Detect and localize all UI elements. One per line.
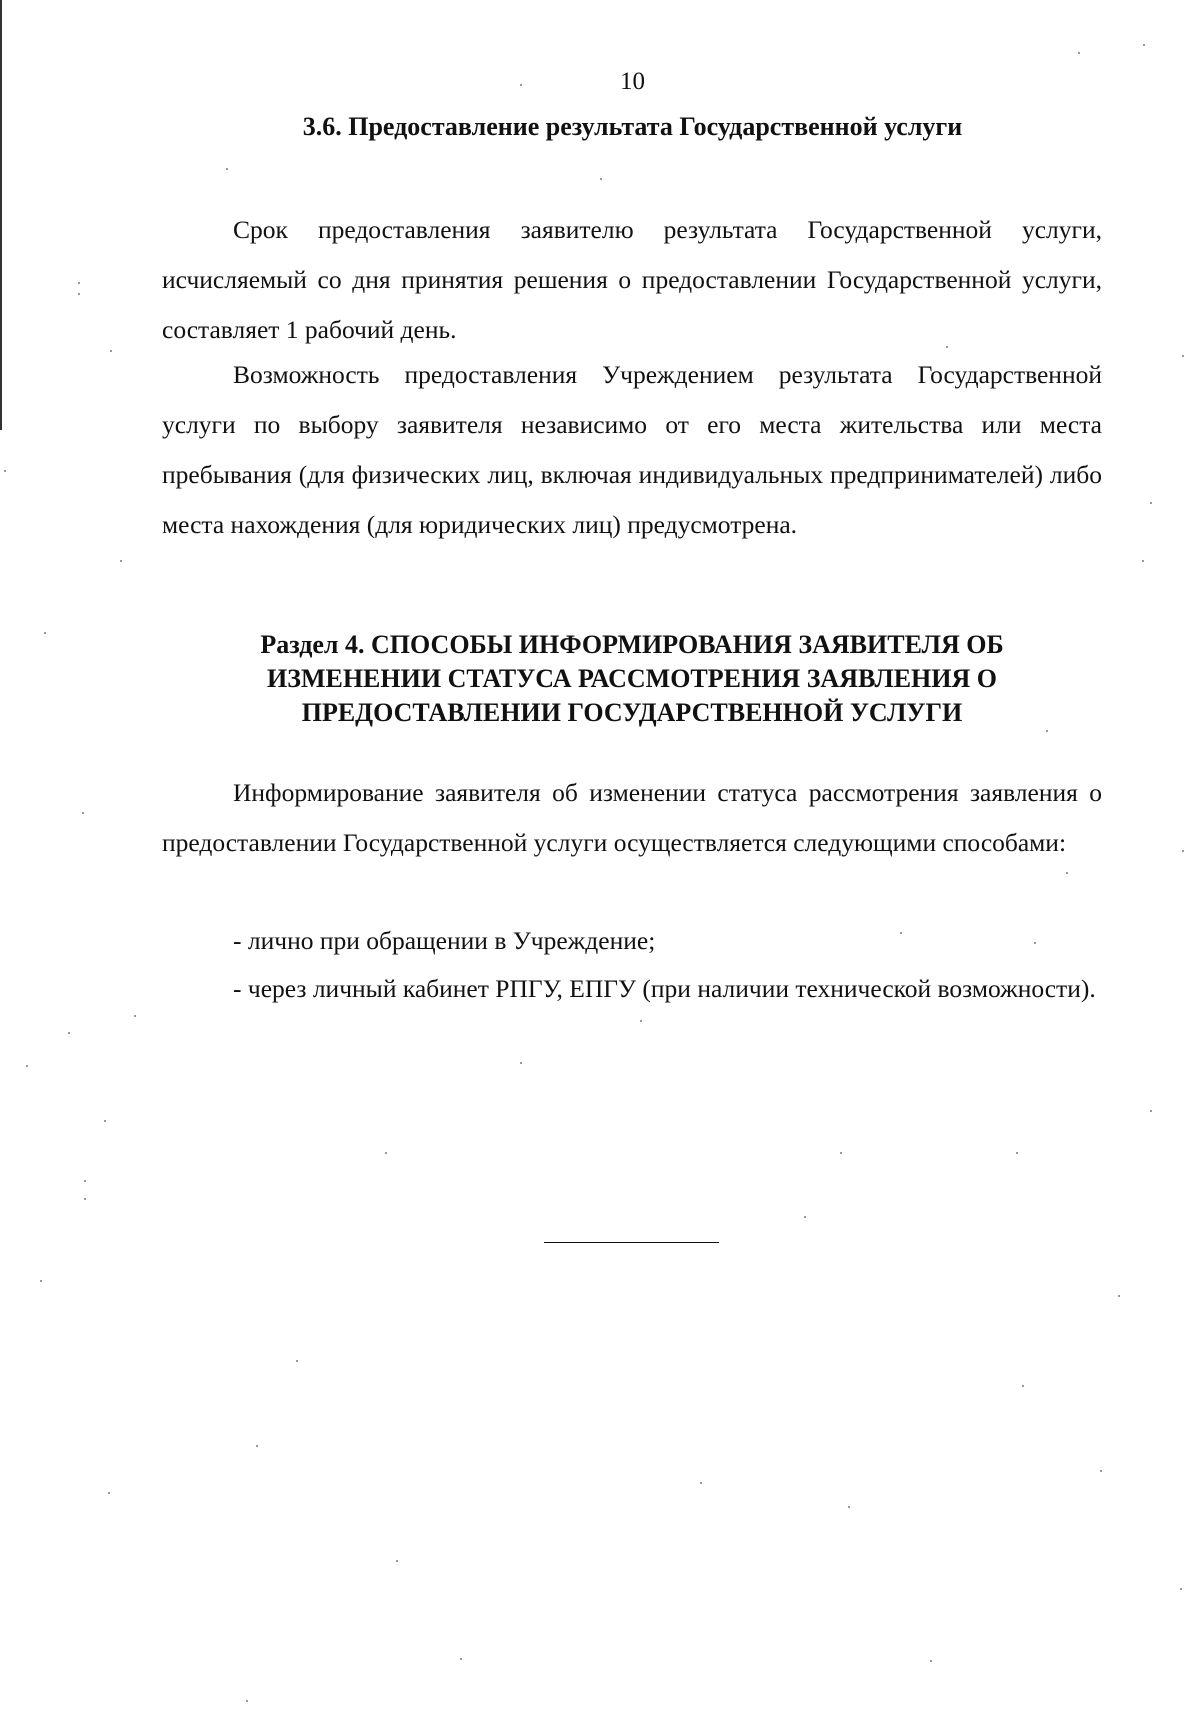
chapter-heading-line: ИЗМЕНЕНИИ СТАТУСА РАССМОТРЕНИЯ ЗАЯВЛЕНИЯ О: [267, 664, 997, 693]
scan-speck: [1016, 1152, 1018, 1154]
paragraph-text: Возможность предоставления Учреждением результата Государственной услуги по выбору заявителя независимо от его места жительства или места пребывания (для физических лиц, включая индивидуальных предпринимателей) либо места нахождения (для юридических лиц) предусмотрена.: [162, 360, 1102, 539]
page-number: 10: [620, 68, 645, 95]
scan-speck: [104, 1120, 106, 1122]
scan-speck: [44, 632, 46, 634]
scan-speck: [84, 1180, 86, 1182]
scan-speck: [1100, 1470, 1102, 1472]
scan-edge-line: [0, 0, 2, 430]
scan-speck: [1118, 1295, 1120, 1297]
scan-speck: [110, 350, 112, 352]
scan-speck: [1182, 850, 1184, 852]
scan-speck: [1150, 502, 1152, 504]
scan-speck: [520, 84, 522, 86]
scan-speck: [1180, 1588, 1182, 1590]
paragraph-text: Информирование заявителя об изменении статуса рассмотрения заявления о предоставлении Государственной услуги осуществляется следующими способами:: [162, 778, 1102, 857]
scan-speck: [246, 1700, 248, 1702]
chapter-heading: [162, 628, 1102, 730]
scan-speck: [226, 168, 228, 170]
paragraph-informing: [162, 768, 1102, 868]
scan-speck: [840, 1152, 842, 1154]
scan-speck: [900, 932, 902, 934]
scan-speck: [848, 1506, 850, 1508]
paragraph-result-place: [162, 350, 1102, 550]
scan-speck: [108, 1492, 110, 1494]
end-rule: [544, 1242, 719, 1243]
paragraph-result-term: [162, 205, 1102, 355]
scan-speck: [460, 1658, 462, 1660]
scan-speck: [84, 1198, 86, 1200]
scan-speck: [1066, 872, 1068, 874]
scan-speck: [1022, 1385, 1024, 1387]
scan-speck: [78, 282, 80, 284]
scan-speck: [396, 1560, 398, 1562]
scan-speck: [946, 346, 948, 348]
scan-speck: [1150, 1110, 1152, 1112]
chapter-heading-line: Раздел 4. СПОСОБЫ ИНФОРМИРОВАНИЯ ЗАЯВИТЕЛЯ ОБ: [260, 630, 1004, 659]
scan-speck: [804, 1216, 806, 1218]
methods-list: [162, 916, 1102, 1006]
chapter-heading-line: ПРЕДОСТАВЛЕНИИ ГОСУДАРСТВЕННОЙ УСЛУГИ: [301, 698, 963, 727]
scan-speck: [78, 293, 80, 295]
scan-speck: [520, 1062, 522, 1064]
scan-speck: [1034, 942, 1036, 944]
list-item: - через личный кабинет РПГУ, ЕПГУ (при наличии технической возможности).: [233, 974, 1096, 1003]
paragraph-text: Срок предоставления заявителю результата Государственной услуги, исчисляемый со дня принятия решения о предоставлении Государственной услуги, составляет 1 рабочий день.: [162, 215, 1102, 344]
scan-speck: [1046, 730, 1048, 732]
scan-speck: [1142, 560, 1144, 562]
scan-speck: [930, 1660, 932, 1662]
scan-speck: [385, 1152, 387, 1154]
scan-speck: [600, 178, 602, 180]
scan-speck: [4, 470, 6, 472]
scan-speck: [700, 1482, 702, 1484]
list-item: - лично при обращении в Учреждение;: [233, 926, 656, 955]
scan-speck: [640, 1020, 642, 1022]
scan-speck: [68, 1032, 70, 1034]
scan-speck: [1078, 52, 1080, 54]
scan-speck: [120, 560, 122, 562]
scan-speck: [296, 1360, 298, 1362]
scan-speck: [40, 1280, 42, 1282]
section-heading: 3.6. Предоставление результата Государственной услуги: [302, 112, 963, 141]
scan-speck: [26, 1065, 28, 1067]
scan-speck: [1182, 355, 1184, 357]
scan-speck: [256, 1445, 258, 1447]
scan-speck: [1143, 44, 1145, 46]
scan-speck: [82, 812, 84, 814]
scan-speck: [134, 1015, 136, 1017]
